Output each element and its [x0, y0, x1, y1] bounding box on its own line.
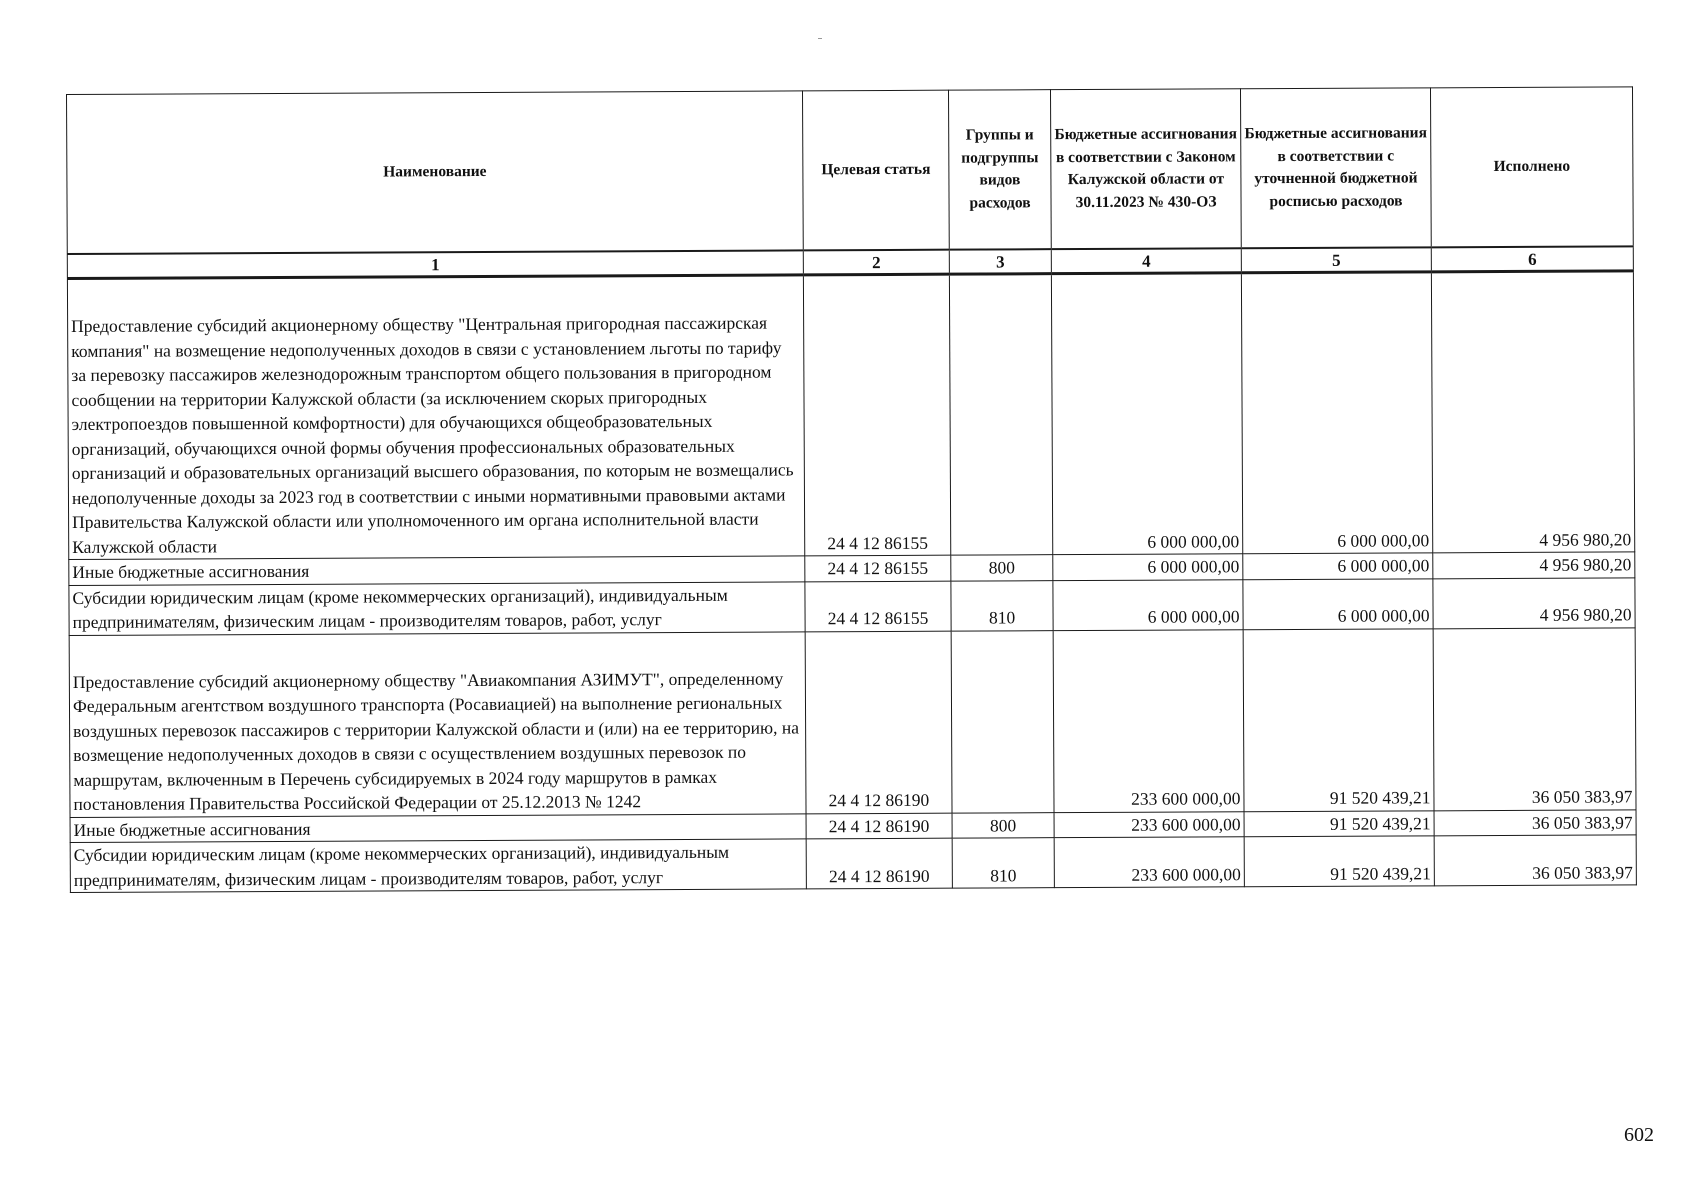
row-law-amount: 233 600 000,00 — [1054, 811, 1244, 837]
row-expense-group: 810 — [951, 580, 1053, 630]
row-target-article: 24 4 12 86155 — [803, 274, 950, 556]
row-name: Предоставление субсидий акционерному обществу "Авиакомпания АЗИМУТ", определенному Федеральным агентством воздушного транспорта (Росавиацией) на выполнение региональных воздушных перевозок пассажиров с территории Калужской области и (или) на ее территорию, на возмещение недополученных доходов в связи с осуществлением воздушных перевозок по маршрутам, включенным в Перечень субсидируемых в 2024 году маршрутов в рамках постановления Правительства Российской Федерации от 25.12.2013 № 1242 — [69, 631, 806, 817]
column-number: 4 — [1051, 248, 1241, 273]
header-expense-groups: Группы и подгруппы видов расходов — [948, 90, 1051, 250]
row-executed-amount: 4 956 980,20 — [1431, 271, 1634, 553]
table-row — [69, 577, 1635, 635]
row-executed-amount: 36 050 383,97 — [1434, 809, 1636, 835]
table-row — [70, 835, 1636, 893]
row-expense-group: 810 — [952, 838, 1054, 888]
header-target-article: Целевая статья — [802, 90, 949, 250]
row-law-amount: 233 600 000,00 — [1053, 629, 1244, 812]
row-name: Иные бюджетные ассигнования — [70, 813, 806, 842]
row-executed-amount: 4 956 980,20 — [1433, 577, 1635, 628]
row-law-amount: 6 000 000,00 — [1053, 579, 1243, 630]
row-expense-group: 800 — [952, 812, 1054, 838]
column-number: 6 — [1431, 246, 1633, 271]
column-number: 2 — [803, 250, 949, 275]
row-revised-amount: 6 000 000,00 — [1241, 272, 1432, 554]
header-revised-allocations: Бюджетные ассигнования в соответствии с уточненной бюджетной росписью расходов — [1240, 88, 1431, 248]
row-target-article: 24 4 12 86190 — [806, 838, 952, 889]
row-expense-group — [949, 274, 1052, 555]
budget-table — [66, 86, 1637, 893]
row-expense-group — [951, 630, 1054, 812]
row-target-article: 24 4 12 86155 — [805, 555, 951, 581]
column-number: 3 — [949, 249, 1051, 274]
row-law-amount: 233 600 000,00 — [1054, 837, 1244, 888]
table-row — [67, 271, 1634, 560]
row-revised-amount: 6 000 000,00 — [1243, 553, 1433, 579]
row-executed-amount: 36 050 383,97 — [1434, 835, 1636, 886]
column-number: 5 — [1241, 247, 1431, 272]
row-target-article: 24 4 12 86155 — [805, 581, 951, 632]
row-name: Предоставление субсидий акционерному обществу "Центральная пригородная пассажирская компания" на возмещение недополученных доходов в связи с установлением льготы по тарифу за перевозку пассажиров железнодорожным транспортом общего пользования в пригородном сообщении на территории Калужской области (за исключением скорых пригородных электропоездов повышенной комфортности) для обучающихся общеобразовательных организаций, обучающихся очной формы обучения профессиональных образовательных организаций и образовательных организаций высшего образования, по которым не возмещались недополученные доходы за 2023 год в соответствии с иными нормативными правовыми актами Правительства Калужской области или уполномоченного им органа исполнительной власти Калужской области — [67, 275, 804, 560]
row-law-amount: 6 000 000,00 — [1053, 554, 1243, 580]
row-target-article: 24 4 12 86190 — [806, 813, 952, 839]
row-executed-amount: 4 956 980,20 — [1433, 552, 1635, 578]
row-revised-amount: 91 520 439,21 — [1243, 628, 1434, 811]
row-revised-amount: 91 520 439,21 — [1244, 836, 1434, 887]
header-row — [67, 87, 1634, 254]
header-name: Наименование — [67, 91, 804, 254]
row-revised-amount: 6 000 000,00 — [1243, 578, 1433, 629]
row-law-amount: 6 000 000,00 — [1051, 273, 1242, 555]
row-name: Иные бюджетные ассигнования — [69, 556, 805, 585]
column-number: 1 — [67, 250, 803, 278]
row-revised-amount: 91 520 439,21 — [1244, 810, 1434, 836]
table-row — [69, 627, 1636, 817]
row-expense-group: 800 — [951, 555, 1053, 581]
row-executed-amount: 36 050 383,97 — [1433, 627, 1636, 810]
row-name: Субсидии юридическим лицам (кроме некоммерческих организаций), индивидуальным предпринимателям, физическим лицам - производителям товаров, работ, услуг — [69, 581, 805, 635]
scan-artifact — [818, 38, 822, 39]
page-number: 602 — [1624, 1124, 1654, 1146]
row-name: Субсидии юридическим лицам (кроме некоммерческих организаций), индивидуальным предпринимателям, физическим лицам - производителям товаров, работ, услуг — [70, 839, 806, 893]
header-law-allocations: Бюджетные ассигнования в соответствии с Законом Калужской области от 30.11.2023 № 430-ОЗ — [1050, 89, 1241, 249]
header-executed: Исполнено — [1430, 87, 1633, 247]
row-target-article: 24 4 12 86190 — [805, 631, 952, 814]
